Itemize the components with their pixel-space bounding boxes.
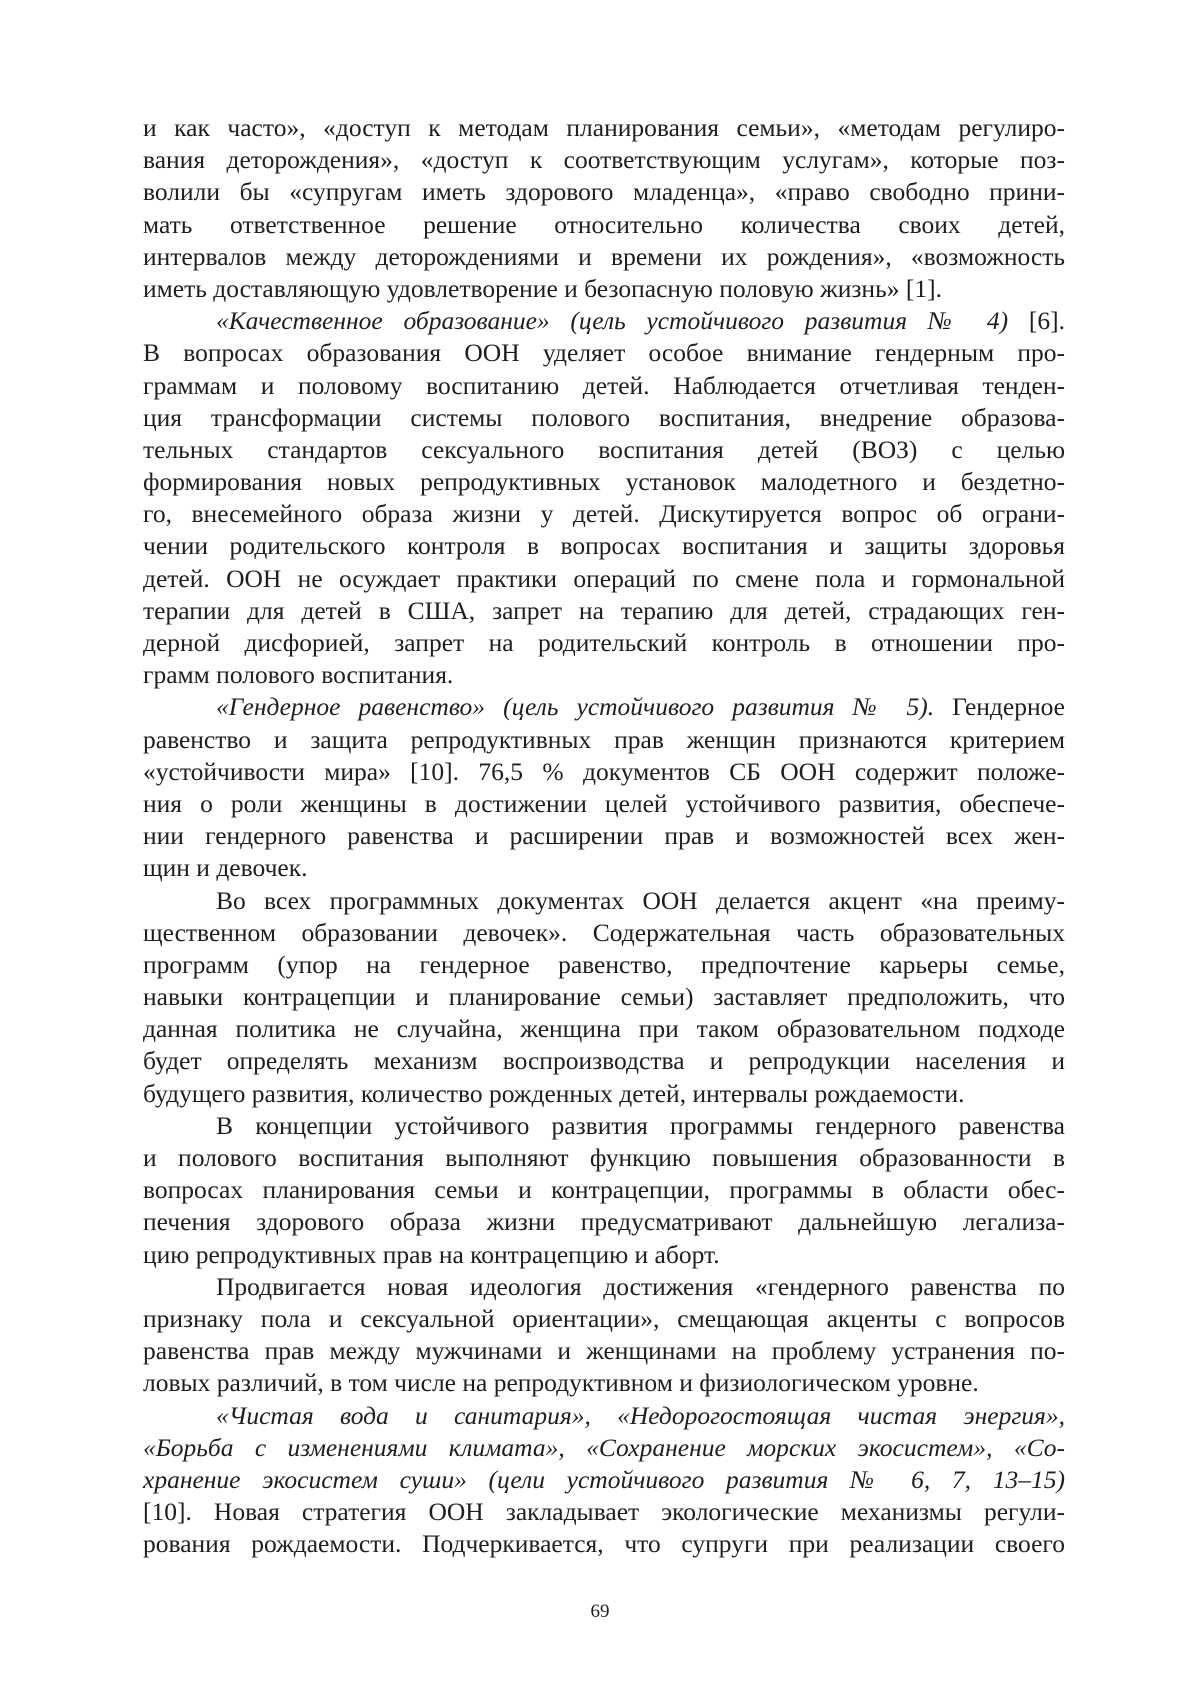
text-line (143, 917, 1065, 949)
text-segment: тельных стандартов сексуального воспитания детей (ВОЗ) с целью (143, 434, 1065, 464)
text-line (143, 1496, 1065, 1528)
text-line (143, 1528, 1065, 1560)
text-segment: данная политика не случайна, женщина при таком образовательном подходе (143, 1014, 1065, 1044)
text-line (143, 1078, 1065, 1110)
text-segment: и как часто», «доступ к методам планирования семьи», «методам регулиро- (143, 113, 1065, 142)
text-segment: ния о роли женщины в достижении целей устойчивого развития, обеспече- (143, 788, 1065, 818)
page-body (143, 112, 1065, 1560)
text-segment: интервалов между деторождениями и времени их рождения», «возможность (143, 241, 1065, 271)
text-line (143, 1367, 1065, 1399)
text-line (143, 498, 1065, 530)
text-line (143, 659, 1065, 691)
text-line (143, 885, 1065, 917)
text-line (143, 1271, 1065, 1303)
text-segment: [10]. Новая стратегия ООН закладывает экологические механизмы регули- (143, 1497, 1065, 1527)
text-line (143, 530, 1065, 562)
text-segment: «устойчивости мира» [10]. 76,5 % документов СБ ООН содержит положе- (143, 756, 1065, 786)
text-segment: ция трансформации системы полового воспитания, внедрение образова- (143, 402, 1065, 432)
text-segment: Гендерное (934, 692, 1065, 722)
italic-text-segment: «Гендерное равенство» (цель устойчивого развития № 5). (216, 692, 935, 722)
text-segment: формирования новых репродуктивных установок малодетного и бездетно- (143, 467, 1065, 497)
text-line (143, 112, 1065, 144)
text-segment: [6]. (1008, 306, 1066, 336)
text-line (143, 1206, 1065, 1238)
text-line (143, 337, 1065, 369)
text-segment: ловых различий, в том числе на репродуктивном и физиологическом уровне. (143, 1368, 979, 1398)
text-line (143, 756, 1065, 788)
text-line (143, 691, 1065, 723)
text-line (143, 176, 1065, 208)
italic-text-segment: «Чистая вода и санитария», «Недорогостоящая чистая энергия», (216, 1400, 1065, 1430)
text-line (143, 402, 1065, 434)
text-segment: печения здорового образа жизни предусматривают дальнейшую легализа- (143, 1207, 1065, 1237)
text-line (143, 981, 1065, 1013)
text-segment: чении родительского контроля в вопросах воспитания и защиты здоровья (143, 531, 1065, 561)
text-segment: волили бы «супругам иметь здорового младенца», «право свободно прини- (143, 177, 1065, 207)
text-segment: будущего развития, количество рожденных детей, интервалы рождаемости. (143, 1078, 965, 1108)
text-segment: граммам и половому воспитанию детей. Наблюдается отчетливая тенден- (143, 370, 1065, 400)
page-number: 69 (590, 1601, 610, 1622)
text-line (143, 627, 1065, 659)
text-segment: В концепции устойчивого развития программы гендерного равенства (216, 1110, 1065, 1140)
italic-text-segment: «Качественное образование» (цель устойчивого развития № 4) (216, 306, 1009, 336)
italic-text-segment: «Борьба с изменениями климата», «Сохранение морских экосистем», «Со- (143, 1432, 1065, 1462)
text-line (143, 1303, 1065, 1335)
text-line (143, 209, 1065, 241)
text-segment: щественном образовании девочек». Содержательная часть образовательных (143, 917, 1065, 947)
text-segment: будет определять механизм воспроизводства и репродукции населения и (143, 1046, 1065, 1076)
text-segment: В вопросах образования ООН уделяет особое внимание гендерным про- (143, 338, 1065, 368)
text-segment: дерной дисфорией, запрет на родительский контроль в отношении про- (143, 628, 1065, 657)
text-line (143, 1174, 1065, 1206)
text-segment: признаку пола и сексуальной ориентации», смещающая акценты с вопросов (143, 1303, 1065, 1333)
text-line (143, 1239, 1065, 1271)
text-segment: равенство и защита репродуктивных прав женщин признаются критерием (143, 724, 1065, 754)
text-segment: цию репродуктивных прав на контрацепцию и аборт. (143, 1239, 720, 1269)
text-segment: го, внесемейного образа жизни у детей. Дискутируется вопрос об ограни- (143, 499, 1065, 529)
text-line (143, 1045, 1065, 1077)
text-line (143, 466, 1065, 498)
text-line (143, 1110, 1065, 1142)
text-line (143, 1464, 1065, 1496)
text-line (143, 949, 1065, 981)
text-line (143, 305, 1065, 337)
text-segment: детей. ООН не осуждает практики операций по смене пола и гормональной (143, 563, 1065, 593)
text-line (143, 788, 1065, 820)
text-line (143, 370, 1065, 402)
text-segment: нии гендерного равенства и расширении прав и возможностей всех жен- (143, 821, 1065, 851)
text-segment: Продвигается новая идеология достижения «гендерного равенства по (216, 1271, 1065, 1301)
text-segment: навыки контрацепции и планирование семьи) заставляет предположить, что (143, 982, 1065, 1012)
text-line (143, 241, 1065, 273)
italic-text-segment: хранение экосистем суши» (цели устойчивого развития № 6, 7, 13–15) (143, 1464, 1065, 1494)
text-segment: щин и девочек. (143, 853, 308, 883)
text-line (143, 852, 1065, 884)
text-segment: мать ответственное решение относительно количества своих детей, (143, 209, 1065, 239)
text-line (143, 1013, 1065, 1045)
text-segment: грамм полового воспитания. (143, 660, 454, 690)
text-line (143, 563, 1065, 595)
text-line (143, 1142, 1065, 1174)
text-segment: вания деторождения», «доступ к соответствующим услугам», которые поз- (143, 145, 1065, 175)
text-line (143, 820, 1065, 852)
text-line (143, 434, 1065, 466)
text-segment: иметь доставляющую удовлетворение и безопасную половую жизнь» [1]. (143, 273, 942, 303)
text-segment: равенства прав между мужчинами и женщинами на проблему устранения по- (143, 1336, 1065, 1366)
text-segment: рования рождаемости. Подчеркивается, что супруги при реализации своего (143, 1529, 1065, 1559)
text-segment: Во всех программных документах ООН делается акцент «на преиму- (216, 885, 1065, 915)
text-segment: программ (упор на гендерное равенство, предпочтение карьеры семье, (143, 949, 1065, 979)
text-line (143, 1335, 1065, 1367)
text-line (143, 595, 1065, 627)
text-segment: вопросах планирования семьи и контрацепции, программы в области обес- (143, 1175, 1065, 1205)
text-segment: и полового воспитания выполняют функцию повышения образованности в (143, 1143, 1065, 1172)
text-line (143, 273, 1065, 305)
text-line (143, 1432, 1065, 1464)
text-line (143, 144, 1065, 176)
text-segment: терапии для детей в США, запрет на терапию для детей, страдающих ген- (143, 595, 1065, 625)
text-line (143, 724, 1065, 756)
text-line (143, 1400, 1065, 1432)
